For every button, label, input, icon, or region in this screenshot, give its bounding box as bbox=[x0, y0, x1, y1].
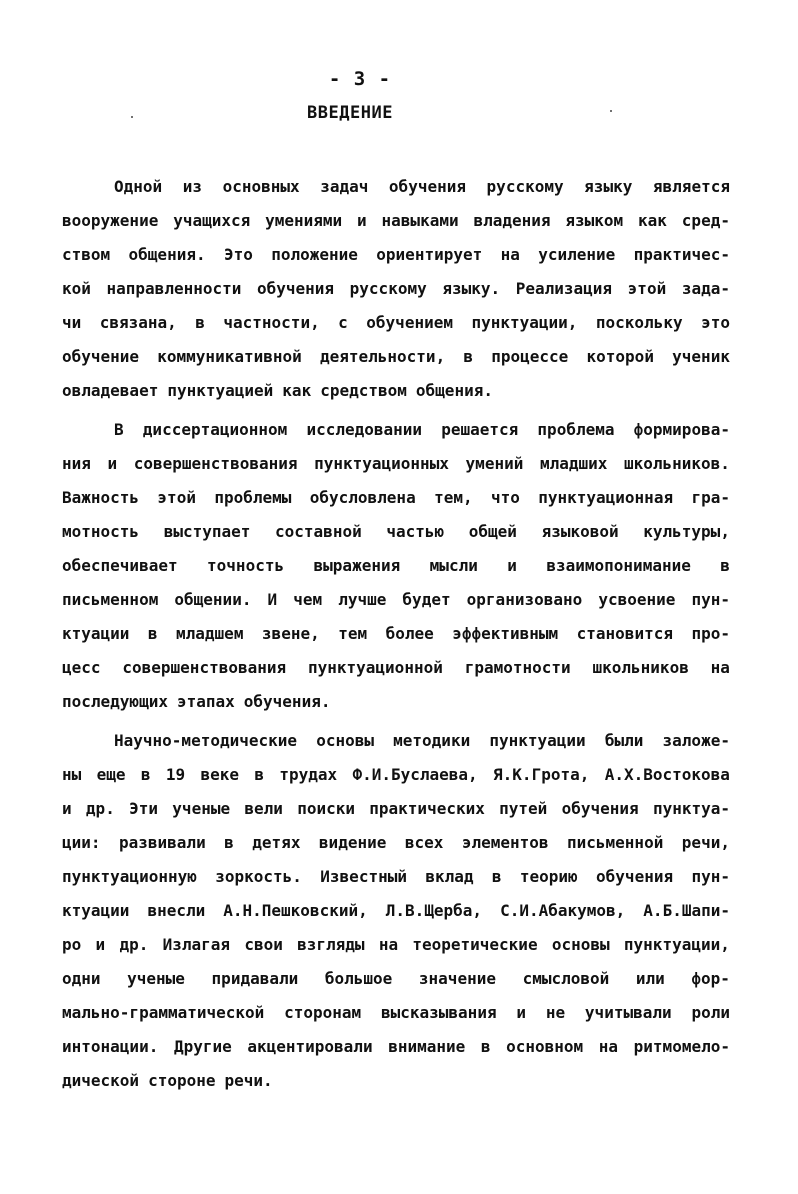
text-line: Одной из основных задач обучения русскому языку является bbox=[114, 177, 730, 196]
text-line: Научно-методические основы методики пунктуации были заложе- bbox=[114, 731, 730, 750]
text-line: В диссертационном исследовании решается проблема формирова- bbox=[114, 420, 730, 439]
text-line: ции: развивали в детях видение всех элементов письменной речи, bbox=[62, 833, 730, 852]
text-line: чи связана, в частности, с обучением пунктуации, поскольку это bbox=[62, 313, 730, 332]
text-line: пунктуационную зоркость. Известный вклад в теорию обучения пун- bbox=[62, 867, 730, 886]
text-line: обеспечивает точность выражения мысли и взаимопонимание в bbox=[62, 556, 730, 575]
text-line: последующих этапах обучения. bbox=[62, 692, 331, 711]
text-line: ны еще в 19 веке в трудах Ф.И.Буслаева, Я.К.Грота, А.Х.Востокова bbox=[62, 765, 730, 784]
paragraph bbox=[62, 413, 730, 719]
text-line: обучение коммуникативной деятельности, в процессе которой ученик bbox=[62, 347, 730, 366]
text-line: кой направленности обучения русскому языку. Реализация этой зада- bbox=[62, 279, 730, 298]
text-line: ством общения. Это положение ориентирует на усиление практичес- bbox=[62, 245, 730, 264]
text-line: мотность выступает составной частью общей языковой культуры, bbox=[62, 522, 730, 541]
text-line: цесс совершенствования пунктуационной грамотности школьников на bbox=[62, 658, 730, 677]
page-title: ВВЕДЕНИЕ bbox=[307, 103, 393, 123]
page-number: - 3 - bbox=[328, 68, 392, 90]
text-line: мально-грамматической сторонам высказывания и не учитывали роли bbox=[62, 1003, 730, 1022]
text-line: ктуации в младшем звене, тем более эффективным становится про- bbox=[62, 624, 730, 643]
text-line: и др. Эти ученые вели поиски практических путей обучения пунктуа- bbox=[62, 799, 730, 818]
text-line: дической стороне речи. bbox=[62, 1071, 273, 1090]
text-line: овладевает пунктуацией как средством общения. bbox=[62, 381, 493, 400]
text-line: письменном общении. И чем лучше будет организовано усвоение пун- bbox=[62, 590, 730, 609]
text-line: вооружение учащихся умениями и навыками владения языком как сред- bbox=[62, 211, 730, 230]
text-line: одни ученые придавали большое значение смысловой или фор- bbox=[62, 969, 730, 988]
paragraph bbox=[62, 170, 730, 408]
text-line: ния и совершенствования пунктуационных умений младших школьников. bbox=[62, 454, 730, 473]
text-line: интонации. Другие акцентировали внимание в основном на ритмомело- bbox=[62, 1037, 730, 1056]
text-line: ктуации внесли А.Н.Пешковский, Л.В.Щерба, С.И.Абакумов, А.Б.Шапи- bbox=[62, 901, 730, 920]
scan-speck bbox=[131, 116, 133, 118]
document-body bbox=[62, 170, 730, 1098]
paragraph bbox=[62, 724, 730, 1098]
text-line: ро и др. Излагая свои взгляды на теоретические основы пунктуации, bbox=[62, 935, 730, 954]
text-line: Важность этой проблемы обусловлена тем, что пунктуационная гра- bbox=[62, 488, 730, 507]
scan-speck bbox=[610, 110, 612, 112]
